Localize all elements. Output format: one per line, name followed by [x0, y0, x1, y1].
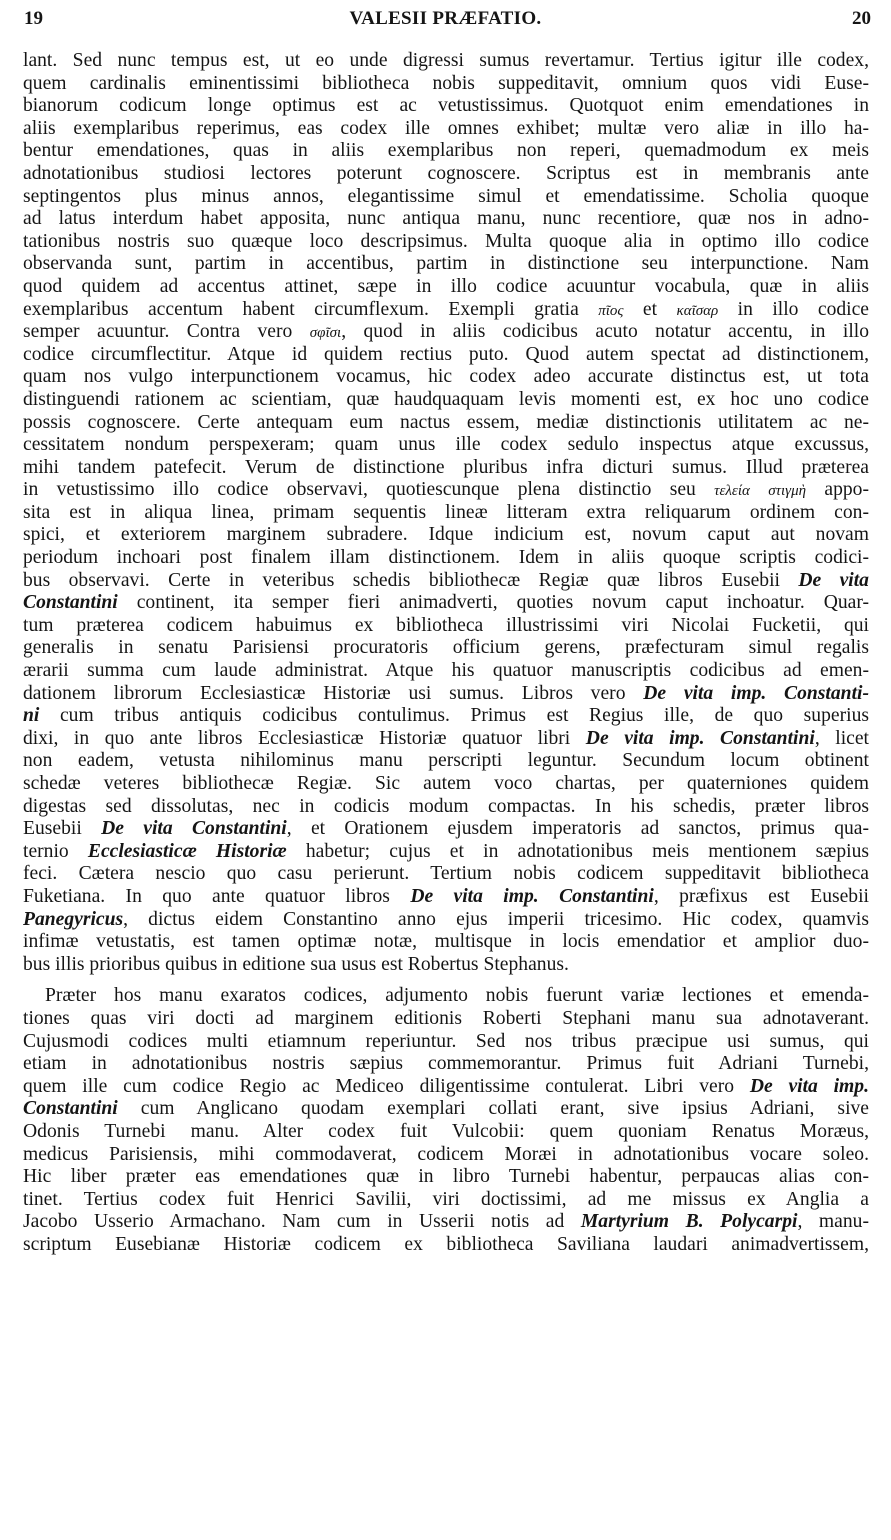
text-line: ternio Ecclesiasticæ Historiæ habetur; cujus et in adnotationibus meis mentionem sæpius — [23, 840, 869, 862]
text-line: tum præterea codicem habuimus ex bibliotheca illustrissimi viri Nicolai Fucketii, qui — [23, 614, 869, 636]
text-line: etiam in adnotationibus nostris sæpius commemorantur. Primus fuit Adriani Turnebi, — [23, 1053, 869, 1075]
text-line: quem cardinalis eminentissimi bibliotheca nobis suppeditavit, omnium quos vidi Euse- — [23, 72, 869, 94]
running-title: VALESII PRÆFATIO. — [349, 8, 542, 29]
text-line: feci. Cætera nescio quo casu perierunt. Tertium nobis codicem suppeditavit bibliotheca — [23, 863, 869, 885]
page-number-left: 19 — [24, 8, 43, 29]
text-line: semper acuuntur. Contra vero σφῖσι, quod in aliis codicibus acuto notatur accentu, in illo — [23, 321, 869, 343]
text-line: lant. Sed nunc tempus est, ut eo unde digressi sumus revertamur. Tertius igitur ille codex, — [23, 50, 869, 71]
text-line: bentur emendationes, quas in aliis exemplaribus non reperi, quemadmodum ex meis — [23, 140, 869, 162]
text-line: quod quidem ad accentus attinet, sæpe in illo codice acuuntur vocabula, quæ in aliis — [23, 275, 869, 297]
text-line: mihi tandem patefecit. Verum de distinctione pluribus infra dicturi sumus. Illud præterea — [23, 456, 869, 478]
text-line: non eadem, vetusta nihilominus manu perscripti leguntur. Secundum locum obtinent — [23, 750, 869, 772]
text-line: possis cognoscere. Certe antequam eum nactus essem, mediæ distinctionis utilitatem ac ne- — [23, 411, 869, 433]
text-line: Odonis Turnebi manu. Alter codex fuit Vulcobii: quem quoniam Renatus Moræus, — [23, 1120, 869, 1142]
text-line: infimæ vetustatis, est tamen optimæ notæ, multisque in locis emendatior et amplior duo- — [23, 931, 869, 953]
text-line: ni cum tribus antiquis codicibus contulimus. Primus est Regius ille, de quo superius — [23, 705, 869, 727]
preface-text — [23, 50, 869, 1256]
text-line: ad latus interdum habet apposita, nunc antiqua manu, nunc recentiore, quæ nos in adno- — [23, 208, 869, 230]
text-line: medicus Parisiensis, mihi commodaverat, codicem Moræi in adnotationibus vocare soleo. — [23, 1143, 869, 1165]
text-line: tiones quas viri docti ad marginem editionis Roberti Stephani manu sua adnotaverant. — [23, 1007, 869, 1029]
text-line: distinguendi rationem ac scientiam, quæ haudquaquam levis momenti est, ex hoc uno codice — [23, 388, 869, 410]
text-line: bianorum codicum longe optimus est ac vetustissimus. Quotquot enim emendationes in — [23, 95, 869, 117]
text-line: quam nos vulgo interpunctionem vocamus, hic codex adeo accurate distinctus est, ut tota — [23, 366, 869, 388]
text-line: aliis exemplaribus reperimus, eas codex ille omnes exhibet; multæ vero aliæ in illo ha- — [23, 117, 869, 139]
text-line: exemplaribus accentum habent circumflexum. Exempli gratia πῖος et καῖσαρ in illo codice — [23, 298, 869, 320]
text-line: cessitatem nondum perspexeram; quam unus ille codex sedulo inspectus atque excussus, — [23, 434, 869, 456]
running-header — [0, 4, 891, 44]
text-line: dixi, in quo ante libros Ecclesiasticæ Historiæ quatuor libri De vita imp. Constantini, licet — [23, 727, 869, 749]
text-line: bus observavi. Certe in veteribus schedis bibliothecæ Regiæ quæ libros Eusebii De vita — [23, 569, 869, 591]
text-line: schedæ veteres bibliothecæ Regiæ. Sic autem voco chartas, per quaterniones quidem — [23, 773, 869, 794]
text-line: generalis in senatu Parisiensi procuratoris officium gerens, præfecturam simul regalis — [23, 637, 869, 659]
text-line: Panegyricus, dictus eidem Constantino anno ejus imperii tricesimo. Hic codex, quamvis — [23, 908, 869, 930]
text-line: in vetustissimo illo codice observavi, quotiescunque plena distinctio seu τελεία στιγμὴ appo- — [23, 479, 869, 501]
text-line: ærarii summa cum laude administrat. Atque his quatuor manuscriptis codicibus ad emen- — [23, 660, 869, 682]
text-line: Constantini cum Anglicano quodam exemplari collati erant, sive ipsius Adriani, sive — [23, 1098, 869, 1120]
text-line: periodum inchoari post finalem illam distinctionem. Idem in aliis quoque scriptis codici- — [23, 547, 869, 569]
text-line: Eusebii De vita Constantini, et Orationem ejusdem imperatoris ad sanctos, primus qua- — [23, 818, 870, 840]
text-line: codice circumflectitur. Atque id quidem rectius puto. Quod autem spectat ad distinctionem, — [23, 343, 869, 365]
text-line: observanda sunt, partim in accentibus, partim in distinctione seu interpunctione. Nam — [23, 253, 869, 275]
page-number-right: 20 — [852, 8, 871, 29]
text-line: dationem librorum Ecclesiasticæ Historiæ usi sumus. Libros vero De vita imp. Constanti- — [23, 682, 869, 704]
text-line: tationibus nostris suo quæque loco descripsimus. Multa quoque alia in optimo illo codice — [23, 230, 869, 252]
text-line: digestas sed dissolutas, nec in codicis modum compactas. In his schedis, præter libros — [23, 795, 869, 817]
text-line: Cujusmodi codices multi etiamnum reperiuntur. Sed nos tribus præcipue usi sumus, qui — [23, 1030, 869, 1052]
text-line: quem ille cum codice Regio ac Mediceo diligentissime contulerat. Libri vero De vita imp. — [23, 1075, 869, 1097]
text-line: Constantini continent, ita semper fieri animadverti, quoties novum caput inchoatur. Quar- — [23, 592, 869, 614]
text-line: tinet. Tertius codex fuit Henrici Savilii, viri doctissimi, ad me missus ex Anglia a — [23, 1188, 869, 1210]
text-line: bus illis prioribus quibus in editione sua usus est Robertus Stephanus. — [23, 953, 569, 975]
text-line: Jacobo Usserio Armachano. Nam cum in Usserii notis ad Martyrium B. Polycarpi, manu- — [23, 1211, 869, 1233]
text-line: scriptum Eusebianæ Historiæ codicem ex bibliotheca Saviliana laudari animadvertissem, — [23, 1233, 869, 1255]
text-line: adnotationibus studiosi lectores poterunt cognoscere. Scriptus est in membranis ante — [23, 162, 869, 184]
text-line: septingentos plus minus annos, elegantissime simul et emendatissime. Scholia quoque — [23, 185, 869, 207]
text-line: Hic liber præter eas emendationes quæ in libro Turnebi habentur, perpaucas alias con- — [23, 1166, 869, 1188]
text-line: sita est in aliqua linea, primam sequentis lineæ litteram extra reliquarum ordinem con- — [23, 501, 869, 523]
text-line: spici, et exteriorem marginem subradere. Idque indicium est, novum caput aut novam — [23, 524, 869, 546]
text-line: Præter hos manu exaratos codices, adjumento nobis fuerunt variæ lectiones et emenda- — [45, 985, 869, 1007]
text-line: Fuketiana. In quo ante quatuor libros De vita imp. Constantini, præfixus est Eusebii — [23, 885, 869, 907]
